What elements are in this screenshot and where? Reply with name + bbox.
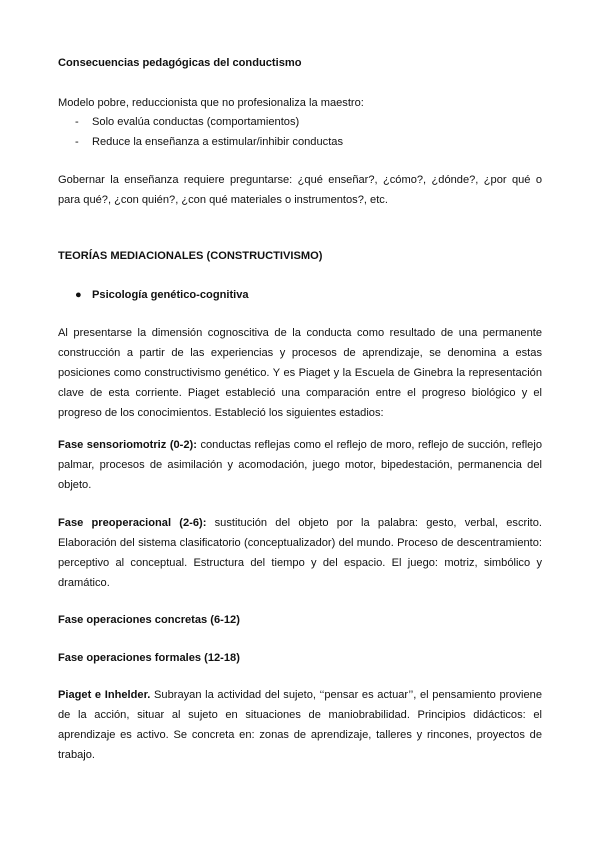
piaget-intro-paragraph: Al presentarse la dimensión cognoscitiva de la conducta como resultado de una permanente construcción a partir de las experiencias y procesos de aprendizaje, se denomina a estas posiciones como constructivismo genético. Y es Piaget y la Escuela de Ginebra la representación clave de esta corriente. Piaget estableció una comparación entre el progreso biológico y el progreso de los conocimientos. Estableció los siguientes estadios:	[58, 327, 542, 419]
govern-paragraph: Gobernar la enseñanza requiere preguntarse: ¿qué enseñar?, ¿cómo?, ¿dónde?, ¿por qué o para qué?, ¿con quién?, ¿con qué materiales o instrumentos?, etc.	[58, 174, 542, 206]
list-item	[58, 132, 542, 152]
bullet-icon: ●	[75, 289, 82, 301]
fase-formales-heading: Fase operaciones formales (12-18)	[58, 652, 240, 664]
fase-sensoriomotriz-label: Fase sensoriomotriz (0-2):	[58, 439, 197, 451]
piaget-inhelder-paragraph	[58, 685, 542, 765]
intro-paragraph: Modelo pobre, reduccionista que no profesionaliza la maestro:	[58, 97, 364, 109]
section-heading-conductismo: Consecuencias pedagógicas del conductismo	[58, 57, 302, 69]
fase-sensoriomotriz-text: conductas reflejas como el reflejo de moro, reflejo de succión, reflejo palmar, procesos de asimilación y acomodación, juego motor, bipedestación, permanencia del objeto.	[58, 439, 542, 491]
fase-preoperacional-label: Fase preoperacional (2-6):	[58, 517, 207, 529]
subheading-bullet	[58, 285, 576, 305]
dash-marker: -	[75, 116, 79, 128]
fase-concretas-heading: Fase operaciones concretas (6-12)	[58, 614, 240, 626]
document-page	[58, 0, 542, 761]
piaget-inhelder-label: Piaget e Inhelder.	[58, 689, 151, 701]
subheading-text: Psicología genético-cognitiva	[92, 289, 249, 301]
consequences-list	[58, 112, 542, 152]
dash-marker: -	[75, 136, 79, 148]
fase-preoperacional-text: sustitución del objeto por la palabra: gesto, verbal, escrito. Elaboración del sistema clasificatorio (conceptualizador) del mundo. Proceso de descentramiento: perceptivo al conceptual. Estructura del tiempo y del espacio. El juego: motriz, simbólico y dramático.	[58, 517, 542, 589]
list-item	[58, 112, 542, 132]
fase-sensoriomotriz-paragraph	[58, 435, 542, 495]
piaget-inhelder-text: Subrayan la actividad del sujeto, ‘‘pensar es actuar’’, el pensamiento proviene de la acción, situar al sujeto en situaciones de maniobrabilidad. Principios didácticos: el aprendizaje es activo. Se concreta en: zonas de aprendizaje, talleres y rincones, proyectos de trabajo.	[58, 689, 542, 761]
section-heading-mediacionales: TEORÍAS MEDIACIONALES (CONSTRUCTIVISMO)	[58, 250, 323, 262]
list-item-text: Reduce la enseñanza a estimular/inhibir conductas	[92, 136, 343, 148]
list-item-text: Solo evalúa conductas (comportamientos)	[92, 116, 300, 128]
fase-preoperacional-paragraph	[58, 513, 542, 593]
